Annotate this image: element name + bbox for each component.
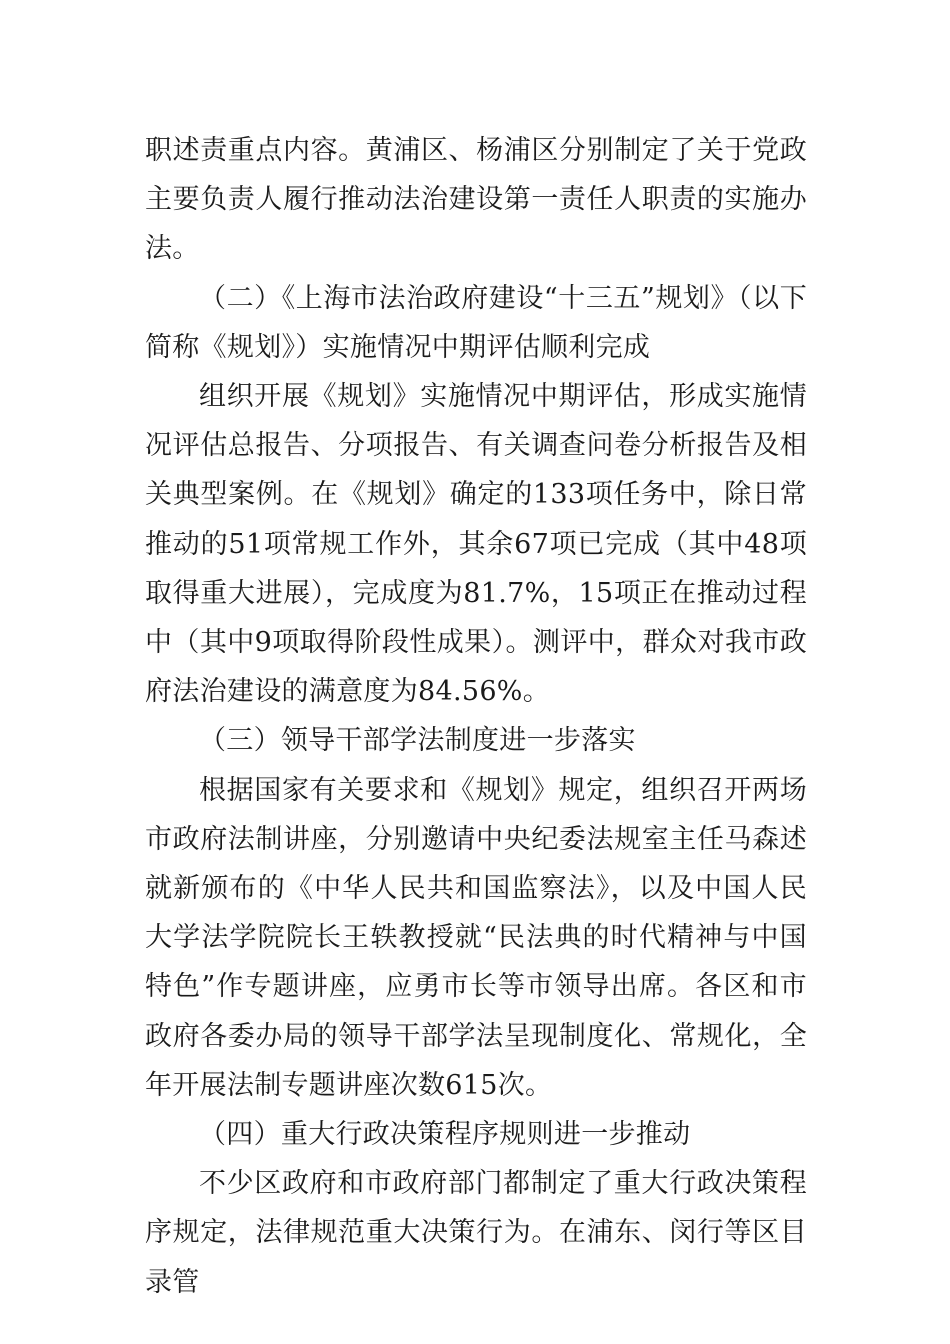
section-heading-2: （二）《上海市法治政府建设“十三五”规划》（以下简称《规划》）实施情况中期评估顺利完成	[145, 282, 807, 363]
paragraph-decision-rules: 不少区政府和市政府部门都制定了重大行政决策程序规定，法律规范重大决策行为。在浦东、闵行等区目录管	[145, 1168, 807, 1298]
paragraph-evaluation: 组织开展《规划》实施情况中期评估，形成实施情况评估总报告、分项报告、有关调查问卷分析报告及相关典型案例。在《规划》确定的133项任务中，除日常推动的51项常规工作外，其余67项已完成（其中48项取得重大进展），完成度为81.7%，15项正在推动过程中（其中9项取得阶段性成果）。测评中，群众对我市政府法治建设的满意度为84.56%。	[145, 381, 807, 708]
section-heading-3: （三）领导干部学法制度进一步落实	[199, 725, 636, 757]
document-body	[145, 126, 807, 1307]
section-heading-4: （四）重大行政决策程序规则进一步推动	[199, 1119, 691, 1151]
paragraph-lectures: 根据国家有关要求和《规划》规定，组织召开两场市政府法制讲座，分别邀请中央纪委法规室主任马森述就新颁布的《中华人民共和国监察法》，以及中国人民大学法学院院长王轶教授就“民法典的时代精神与中国特色”作专题讲座，应勇市长等市领导出席。各区和市政府各委办局的领导干部学法呈现制度化、常规化，全年开展法制专题讲座次数615次。	[145, 774, 807, 1101]
paragraph-continued: 职述责重点内容。黄浦区、杨浦区分别制定了关于党政主要负责人履行推动法治建设第一责任人职责的实施办法。	[145, 135, 807, 265]
